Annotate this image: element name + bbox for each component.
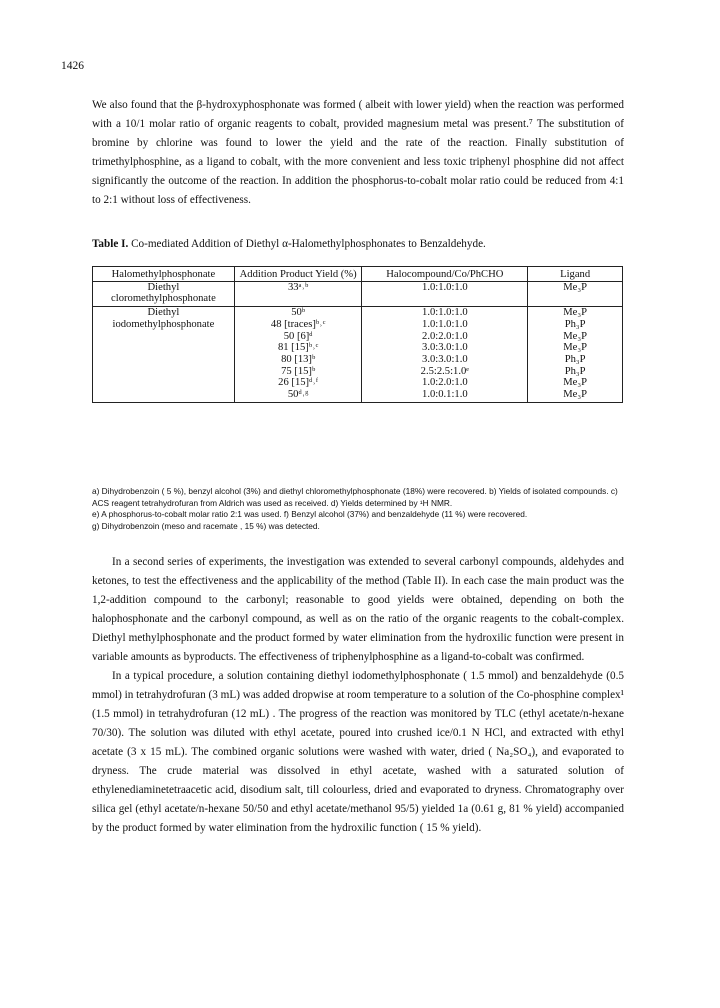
page-number: 1426 xyxy=(61,60,84,72)
ligand-value: Ph₃P xyxy=(564,353,586,365)
table-footnotes xyxy=(92,486,626,532)
paragraph-3: In a typical procedure, a solution containing diethyl iodomethylphosphonate ( 1.5 mmol) and benzaldehyde (0.5 mmol) in tetrahydrofuran (3 mL) was added dropwise at room temperature to a solution of the Co-phosphine complex¹ (1.5 mmol) in tetrahydrofuran (12 mL) . The progress of the reaction was monitored by TLC (ethyl acetate/n-hexane 70/30). The solution was diluted with ethyl acetate, poured into crushed ice/0.1 N HCl, and extracted with ethyl acetate (3 x 15 mL). The combined organic solutions were washed with water, dried ( Na₂SO₄), and evaporated to dryness. The crude material was dissolved in ethyl acetate, washed with a saturated solution of ethylenediaminetetraacetic acid, disodium salt, till colourless, dried and evaporated to dryness. Chromatography over silica gel (ethyl acetate/n-hexane 50/50 and ethyl acetate/methanol 95/5) yielded 1a (0.61 g, 81 % yield) accompanied by the product formed by water elimination from the hydroxilic function ( 15 % yield). xyxy=(92,670,624,834)
yield-value: 75 [15]ᵇ xyxy=(281,365,316,377)
ligand-value: Me₃P xyxy=(563,307,587,319)
yield-value: 81 [15]ᵇ˒ᶜ xyxy=(277,342,319,354)
table-body xyxy=(93,281,623,402)
header-halocompound-ratio: Halocompound/Co/PhCHO xyxy=(362,267,528,282)
ligand-value: Ph₃P xyxy=(564,318,586,330)
intro-paragraph-block xyxy=(92,96,624,210)
paragraph-1: We also found that the β-hydroxyphosphonate was formed ( albeit with lower yield) when the reaction was performed with a 10/1 molar ratio of organic reagents to cobalt, provided magnesium metal was present.⁷ The substitution of bromine by chlorine was found to lower the yield and the rate of the reaction. Finally substitution of trimethylphosphine, as a ligand to cobalt, with the more convenient and less toxic triphenyl phosphine did not affect significantly the outcome of the reaction. In addition the phosphorus-to-cobalt molar ratio could be reduced from 4:1 to 2:1 without loss of effectiveness. xyxy=(92,99,624,206)
ratio-cell xyxy=(362,307,528,403)
yield-cell xyxy=(234,281,362,306)
results-table xyxy=(92,266,623,403)
table-label: Table I. xyxy=(92,238,129,250)
ligand-value: Me₃P xyxy=(563,377,587,389)
yield-value: 50ᵇ xyxy=(291,307,306,319)
footnote-line: g) Dihydrobenzoin (meso and racemate , 15 %) was detected. xyxy=(92,520,320,531)
ligand-value: Me₃P xyxy=(563,389,587,401)
ratio-cell xyxy=(362,281,528,306)
ligand-cell xyxy=(528,307,623,403)
ligand-value: Me₃P xyxy=(563,281,587,293)
ligand-value: Ph₃P xyxy=(564,365,586,377)
yield-value: 50ᵈ˒ᵍ xyxy=(287,389,309,401)
ligand-value: Me₃P xyxy=(563,342,587,354)
ratio-value: 3.0:3.0:1.0 xyxy=(422,353,468,365)
ratio-value: 1.0:1.0:1.0 xyxy=(422,281,468,293)
ratio-value: 2.0:2.0:1.0 xyxy=(422,330,468,342)
footnote-line: e) A phosphorus-to-cobalt molar ratio 2:1 was used. f) Benzyl alcohol (37%) and benzaldehyde (11 %) were recovered. xyxy=(92,509,528,520)
yield-value: 48 [traces]ᵇ˒ᶜ xyxy=(270,318,326,330)
yield-cell xyxy=(234,307,362,403)
table-caption xyxy=(92,238,486,250)
header-ligand: Ligand xyxy=(528,267,623,282)
header-halomethylphosphonate: Halomethylphosphonate xyxy=(93,267,235,282)
table-header-row xyxy=(93,267,623,282)
ratio-value: 3.0:3.0:1.0 xyxy=(422,342,468,354)
paragraph-2: In a second series of experiments, the investigation was extended to several carbonyl compounds, aldehydes and ketones, to test the effectiveness and the applicability of the method (Table II). In each case the main product was the 1,2-addition compound to the carbonyl; reasonable to good yields were obtained, depending on both the halophosphonate and the carbonyl compound, as well as on the ratio of the organic reagents to the cobalt-complex. Diethyl methylphosphonate and the product formed by water elimination from the hydroxilic function were present in variable amounts as byproducts. The effectiveness of triphenylphosphine as a ligand-to-cobalt was confirmed. xyxy=(92,556,624,663)
body-paragraph-block xyxy=(92,553,624,838)
ligand-value: Me₃P xyxy=(563,330,587,342)
ratio-value: 1.0:1.0:1.0 xyxy=(422,318,468,330)
ratio-value: 1.0:1.0:1.0 xyxy=(422,307,468,319)
yield-value: 33ᵃ˒ᵇ xyxy=(287,281,309,293)
reagent-cell: Diethyl iodomethylphosphonate xyxy=(93,307,235,403)
table-row xyxy=(93,281,623,306)
yield-value: 50 [6]ᵈ xyxy=(283,330,313,342)
ligand-cell xyxy=(528,281,623,306)
footnote-line: a) Dihydrobenzoin ( 5 %), benzyl alcohol (3%) and diethyl chloromethylphosphonate (18%) were recovered. b) Yields of isolated compounds. c) ACS reagent tetrahydrofuran from Aldrich was used as received. d) Yields determined by ¹H NMR. xyxy=(92,486,618,508)
reagent-cell: Diethyl cloromethylphosphonate xyxy=(93,281,235,306)
table-caption-text: Co-mediated Addition of Diethyl α-Halomethylphosphonates to Benzaldehyde. xyxy=(131,238,486,250)
yield-value: 26 [15]ᵈ˒ᶠ xyxy=(278,377,319,389)
table-row xyxy=(93,307,623,403)
yield-value: 80 [13]ᵇ xyxy=(281,353,316,365)
ratio-value: 1.0:0.1:1.0 xyxy=(422,389,468,401)
header-addition-product-yield: Addition Product Yield (%) xyxy=(234,267,362,282)
ratio-value: 1.0:2.0:1.0 xyxy=(422,377,468,389)
ratio-value: 2.5:2.5:1.0ᵉ xyxy=(420,365,470,377)
